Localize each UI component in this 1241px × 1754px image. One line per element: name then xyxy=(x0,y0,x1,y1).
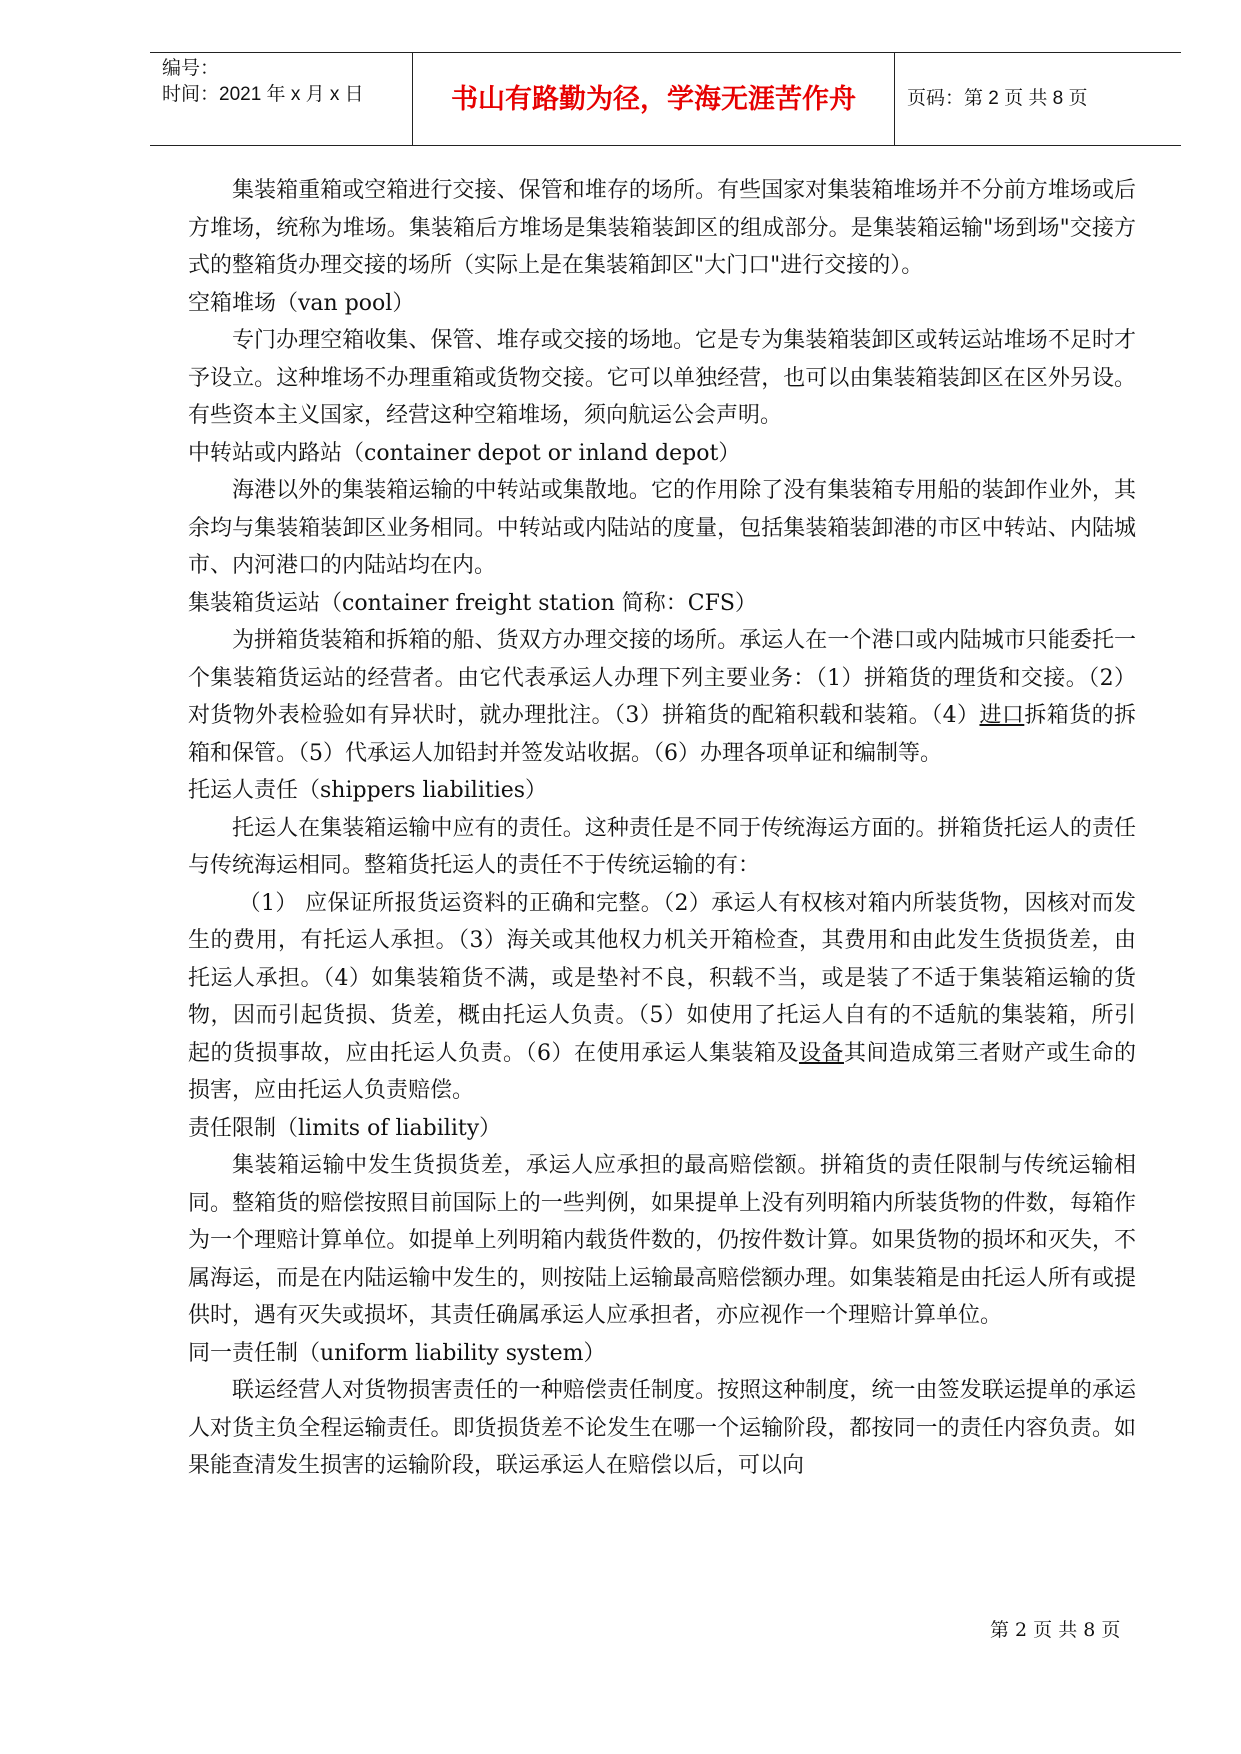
heading-cfs: 集装箱货运站（container freight station 简称：CFS） xyxy=(188,590,757,616)
paragraph-van-pool: 专门办理空箱收集、保管、堆存或交接的场地。它是专为集装箱装卸区或转运站堆场不足时才予设立。这种堆场不办理重箱或货物交接。它可以单独经营，也可以由集装箱装卸区在区外另设。有些资本主义国家，经营这种空箱堆场，须向航运公会声明。 xyxy=(188,328,1136,428)
paragraph-limits-of-liability: 集装箱运输中发生货损货差，承运人应承担的最高赔偿额。拼箱货的责任限制与传统运输相同。整箱货的赔偿按照目前国际上的一些判例，如果提单上没有列明箱内所装货物的件数，每箱作为一个理赔计算单位。如提单上列明箱内载货件数的，仍按件数计算。如果货物的损坏和灭失，不属海运，而是在内陆运输中发生的，则按陆上运输最高赔偿额办理。如集装箱是由托运人所有或提供时，遇有灭失或损坏，其责任确属承运人应承担者，亦应视作一个理赔计算单位。 xyxy=(188,1153,1136,1328)
heading-van-pool: 空箱堆场（van pool） xyxy=(188,290,415,316)
page-footer-number: 第 2 页 共 8 页 xyxy=(990,1619,1121,1641)
header-page-cell xyxy=(895,53,1181,145)
header-page-number: 页码：第 2 页 共 8 页 xyxy=(907,88,1088,109)
paragraph-shipper-duties xyxy=(188,885,1136,1110)
paragraph-container-depot: 海港以外的集装箱运输的中转站或集散地。它的作用除了没有集装箱专用船的装卸作业外，其余均与集装箱装卸区业务相同。中转站或内陆站的度量，包括集装箱装卸港的市区中转站、内陆城市、内河港口的内陆站均在内。 xyxy=(188,478,1136,578)
heading-container-depot: 中转站或内路站（container depot or inland depot） xyxy=(188,440,741,466)
paragraph-shippers-liabilities: 托运人在集装箱运输中应有的责任。这种责任是不同于传统海运方面的。拼箱货托运人的责任与传统海运相同。整箱货托运人的责任不于传统运输的有： xyxy=(188,815,1136,878)
paragraph-cfs xyxy=(188,622,1136,772)
paragraph-cfs-text-a: 为拼箱货装箱和拆箱的船、货双方办理交接的场所。承运人在一个港口或内陆城市只能委托一个集装箱货运站的经营者。由它代表承运人办理下列主要业务：（1）拼箱货的理货和交接。（2）对货物外表检验如有异状时，就办理批注。（3）拼箱货的配箱积载和装箱。（4） xyxy=(188,628,1136,728)
header-motto-cell xyxy=(413,53,895,145)
page-header xyxy=(150,52,1181,146)
document-body xyxy=(188,172,1136,1485)
heading-shippers-liabilities: 托运人责任（shippers liabilities） xyxy=(188,778,548,803)
document-date-label: 时间：2021 年 x 月 x 日 xyxy=(162,84,364,105)
paragraph-duties-text-a: （1） 应保证所报货运资料的正确和完整。（2）承运人有权核对箱内所装货物，因核对而发生的费用，有托运人承担。（3）海关或其他权力机关开箱检查，其费用和由此发生货损货差，由托运人承担。（4）如集装箱货不满，或是垫衬不良，积载不当，或是装了不适于集装箱运输的货物，因而引起货损、货差，概由托运人负责。（5）如使用了托运人自有的不适航的集装箱，所引起的货损事故，应由托运人负责。（6）在使用承运人集装箱及 xyxy=(188,890,1136,1066)
header-info-cell xyxy=(150,53,413,145)
paragraph-duties-text-b: 其间造成第三者财产或生命的损害，应由托运人负责赔偿。 xyxy=(188,1040,1136,1103)
heading-uniform-liability: 同一责任制（uniform liability system） xyxy=(188,1340,606,1366)
link-import[interactable]: 进口 xyxy=(979,703,1025,728)
paragraph-uniform-liability: 联运经营人对货物损害责任的一种赔偿责任制度。按照这种制度，统一由签发联运提单的承运人对货主负全程运输责任。即货损货差不论发生在哪一个运输阶段，都按同一的责任内容负责。如果能查清发生损害的运输阶段，联运承运人在赔偿以后，可以向 xyxy=(188,1378,1136,1478)
heading-limits-of-liability: 责任限制（limits of liability） xyxy=(188,1115,502,1141)
paragraph-cfs-text-b: 拆箱货的拆箱和保管。（5）代承运人加铅封并签发站收据。（6）办理各项单证和编制等。 xyxy=(188,703,1136,766)
link-equipment[interactable]: 设备 xyxy=(798,1040,844,1066)
paragraph-container-yard: 集装箱重箱或空箱进行交接、保管和堆存的场所。有些国家对集装箱堆场并不分前方堆场或后方堆场，统称为堆场。集装箱后方堆场是集装箱装卸区的组成部分。是集装箱运输"场到场"交接方式的整箱货办理交接的场所（实际上是在集装箱卸区"大门口"进行交接的）。 xyxy=(188,178,1136,278)
document-number-label: 编号： xyxy=(162,58,220,79)
motto-text: 书山有路勤为径，学海无涯苦作舟 xyxy=(451,84,856,115)
